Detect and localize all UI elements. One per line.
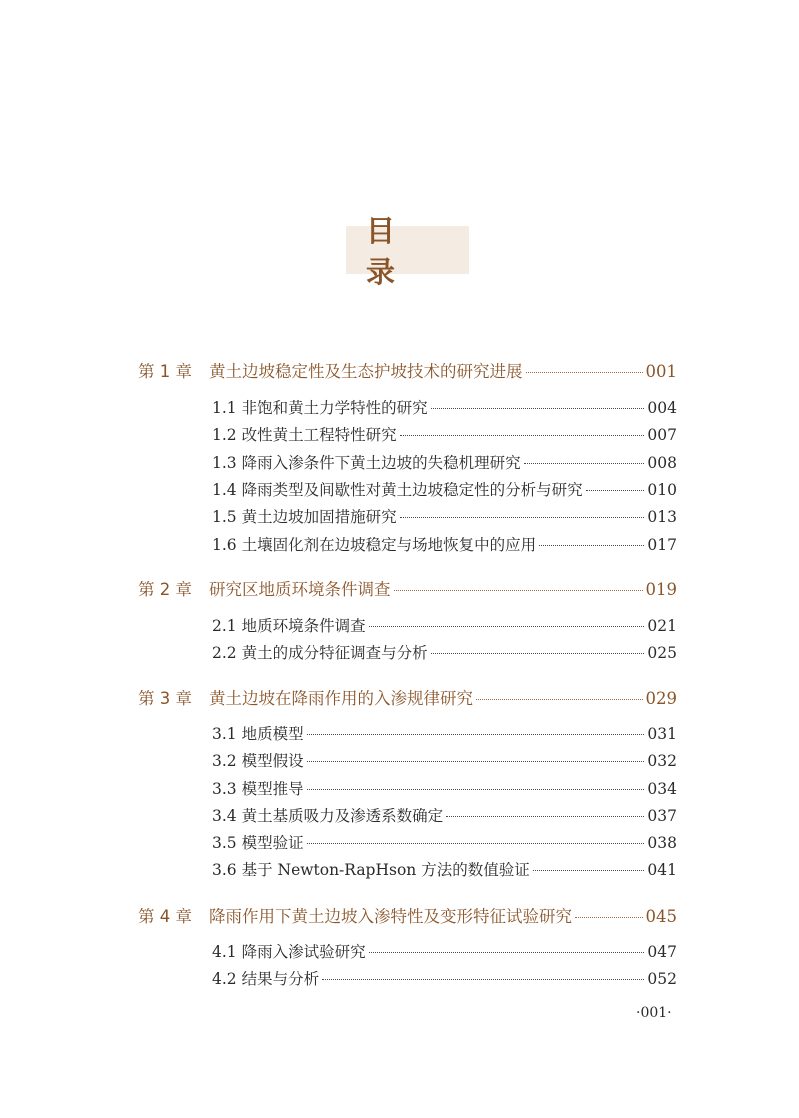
section-title: 4.2 结果与分析 xyxy=(212,970,320,988)
section-title: 1.5 黄土边坡加固措施研究 xyxy=(212,508,397,526)
dot-leader xyxy=(369,952,645,953)
page-number: 007 xyxy=(647,426,677,444)
chapter-number: 第 1 章 xyxy=(138,362,192,381)
dot-leader xyxy=(431,408,645,409)
page-number: 047 xyxy=(647,943,677,961)
section-title: 1.1 非饱和黄土力学特性的研究 xyxy=(212,399,428,417)
toc-section[interactable] xyxy=(212,804,677,826)
dot-leader xyxy=(539,545,644,546)
page-number: 013 xyxy=(647,508,677,526)
toc-section[interactable] xyxy=(212,423,677,445)
toc-section[interactable] xyxy=(212,641,677,663)
toc-section[interactable] xyxy=(212,940,677,962)
toc-section[interactable] xyxy=(212,967,677,989)
toc-section[interactable] xyxy=(212,858,677,880)
toc-title-box xyxy=(346,214,469,289)
chapter-title: 降雨作用下黄土边坡入渗特性及变形特征试验研究 xyxy=(209,907,572,926)
section-title: 2.1 地质环境条件调查 xyxy=(212,617,366,635)
dot-leader xyxy=(476,699,643,700)
dot-leader xyxy=(446,816,644,817)
page-number: 008 xyxy=(647,454,677,472)
page-number: 045 xyxy=(645,907,677,926)
section-title: 3.2 模型假设 xyxy=(212,752,304,770)
section-title: 1.3 降雨入渗条件下黄土边坡的失稳机理研究 xyxy=(212,454,521,472)
page-number: 021 xyxy=(647,617,677,635)
dot-leader xyxy=(400,517,645,518)
toc-section[interactable] xyxy=(212,722,677,744)
dot-leader xyxy=(400,435,645,436)
dot-leader xyxy=(575,917,643,918)
toc-chapter-3[interactable] xyxy=(138,685,677,709)
toc-section[interactable] xyxy=(212,478,677,500)
section-title: 3.6 基于 Newton-RapHson 方法的数值验证 xyxy=(212,861,530,879)
section-title: 3.4 黄土基质吸力及渗透系数确定 xyxy=(212,807,444,825)
dot-leader xyxy=(526,372,643,373)
page-number: 001 xyxy=(645,362,677,381)
section-title: 1.4 降雨类型及间歇性对黄土边坡稳定性的分析与研究 xyxy=(212,481,583,499)
dot-leader xyxy=(307,789,645,790)
dot-leader xyxy=(307,843,645,844)
chapter-number: 第 3 章 xyxy=(138,689,192,708)
page-number: 004 xyxy=(647,399,677,417)
toc-section[interactable] xyxy=(212,777,677,799)
page-number: 034 xyxy=(647,780,677,798)
dot-leader xyxy=(586,490,645,491)
dot-leader xyxy=(322,979,644,980)
dot-leader xyxy=(307,734,645,735)
page-number: 038 xyxy=(647,834,677,852)
toc-section[interactable] xyxy=(212,614,677,636)
toc-section[interactable] xyxy=(212,831,677,853)
section-title: 1.2 改性黄土工程特性研究 xyxy=(212,426,397,444)
section-title: 3.3 模型推导 xyxy=(212,780,304,798)
page-number: 019 xyxy=(645,580,677,599)
section-title: 1.6 土壤固化剂在边坡稳定与场地恢复中的应用 xyxy=(212,536,537,554)
page-number: 052 xyxy=(647,970,677,988)
dot-leader xyxy=(524,463,645,464)
page-number: 010 xyxy=(647,481,677,499)
toc-chapter-1[interactable] xyxy=(138,358,677,382)
dot-leader xyxy=(431,653,645,654)
chapter-title: 研究区地质环境条件调查 xyxy=(209,580,391,599)
toc-section[interactable] xyxy=(212,505,677,527)
chapter-title: 黄土边坡稳定性及生态护坡技术的研究进展 xyxy=(209,362,523,381)
dot-leader xyxy=(369,626,645,627)
toc-chapter-4[interactable] xyxy=(138,903,677,927)
toc-section[interactable] xyxy=(212,451,677,473)
dot-leader xyxy=(307,761,645,762)
page-number: 041 xyxy=(647,861,677,879)
page-number: 017 xyxy=(647,536,677,554)
toc-section[interactable] xyxy=(212,396,677,418)
toc-chapter-2[interactable] xyxy=(138,576,677,600)
page-number: 031 xyxy=(647,725,677,743)
toc-title: 目 录 xyxy=(366,214,416,289)
dot-leader xyxy=(394,590,643,591)
toc-section[interactable] xyxy=(212,533,677,555)
section-title: 3.5 模型验证 xyxy=(212,834,304,852)
toc-section[interactable] xyxy=(212,749,677,771)
page-number: 032 xyxy=(647,752,677,770)
page-number: 025 xyxy=(647,644,677,662)
dot-leader xyxy=(533,870,645,871)
chapter-title: 黄土边坡在降雨作用的入渗规律研究 xyxy=(209,689,473,708)
page-folio: ·001· xyxy=(636,1005,672,1021)
page-number: 029 xyxy=(645,689,677,708)
page-number: 037 xyxy=(647,807,677,825)
chapter-number: 第 4 章 xyxy=(138,907,192,926)
section-title: 3.1 地质模型 xyxy=(212,725,304,743)
section-title: 4.1 降雨入渗试验研究 xyxy=(212,943,366,961)
chapter-number: 第 2 章 xyxy=(138,580,192,599)
section-title: 2.2 黄土的成分特征调查与分析 xyxy=(212,644,428,662)
